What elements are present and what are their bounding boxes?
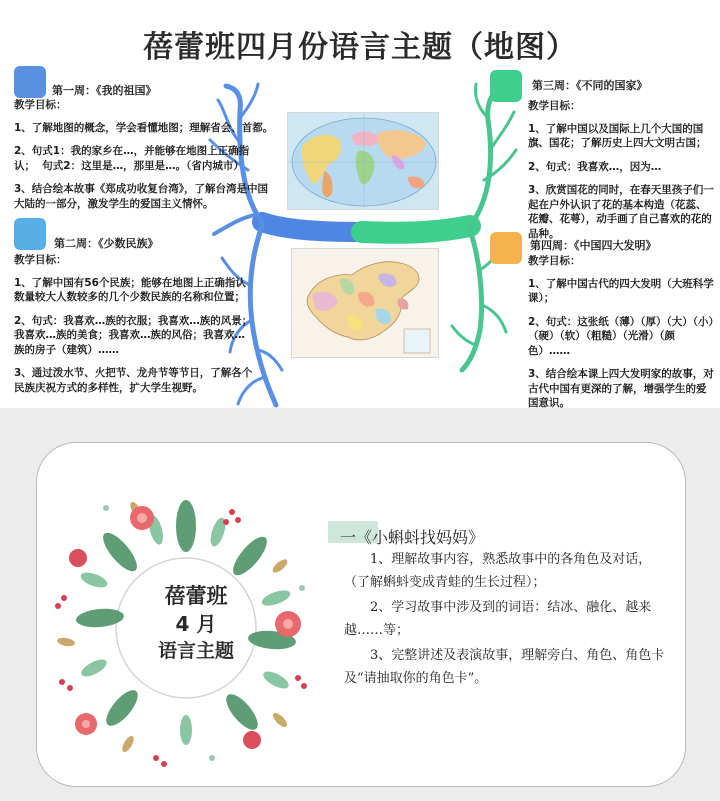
week1-heading: 第一周：《我的祖国》 [52,84,157,97]
week2-item: 1、了解中国有56个民族；能够在地图上正确指认数量较大人数较多的几个少数民族的名称和位置； [14,276,246,303]
week4-objective-label: 教学目标： [528,255,581,267]
story-objectives [344,548,670,692]
week4-marker [490,232,522,264]
china-map-image [291,248,439,358]
week3-marker [490,70,522,102]
week3-item: 2、句式：我喜欢…，因为… [528,160,662,173]
world-map-image [287,112,439,210]
week1-objectives [14,98,278,220]
week1-item: 2、句式1：我的家乡在…，并能够在地图上正确指认； 句式2：这里是…，那里是…。（省内城市） [14,145,250,172]
week3-item: 1、了解中国以及国际上几个大国的国旗、国花；了解历史上四大文明古国； [528,122,707,149]
story-item: 3、完整讲述及表演故事，理解旁白、角色、角色卡及“请抽取你的角色卡”。 [344,648,665,686]
story-item: 2、学习故事中涉及到的词语：结冰、融化、越来越……等； [344,600,652,638]
week1-item: 3、结合绘本故事《郑成功收复台湾》，了解台湾是中国大陆的一部分，激发学生的爱国主义情怀。 [14,183,269,210]
wreath-line-2: 4 月 [175,612,217,636]
week2-marker [14,218,46,250]
story-title: 一《小蝌蚪找妈妈》 [340,528,485,547]
week2-item: 2、句式：我喜欢…族的衣服；我喜欢…族的风景；我喜欢…族的美食；我喜欢…族的风俗；我喜欢…族的房子（建筑）…… [14,314,253,356]
week4-item: 3、结合绘本课上四大发明家的故事，对古代中国有更深的了解，增强学生的爱国意识。 [528,368,714,408]
week2-objective-label: 教学目标： [14,254,67,266]
week3-item: 3、欣赏国花的同时，在春天里孩子们一起在户外认识了花的基本构造（花蕊、花瓣、花萼），动手画了自己喜欢的花的品种。 [528,184,714,240]
week4-objectives [528,254,714,408]
week3-objective-label: 教学目标： [528,100,581,112]
week3-heading: 第三周：《不同的国家》 [532,79,648,92]
week2-objectives [14,253,254,404]
story-item: 1、理解故事内容，熟悉故事中的各角色及对话，（了解蝌蚪变成青蛙的生长过程）； [344,552,652,590]
week1-objective-label: 教学目标： [14,99,67,111]
page-title: 蓓蕾班四月份语言主题（地图） [143,30,577,65]
week1-marker [14,66,46,98]
wreath-line-1: 蓓蕾班 [164,584,228,608]
week4-item: 2、句式：这张纸（薄）（厚）（大）（小）（硬）（软）（粗糙）（光滑）（颜色）…… [528,315,714,357]
week3-objectives [528,99,714,250]
story-slide [0,412,720,801]
week4-item: 1、了解中国古代的四大发明（大班科学课）； [528,277,714,304]
week2-heading: 第二周：《少数民族》 [54,237,159,250]
week2-item: 3、通过泼水节、火把节、龙舟节等节日，了解各个民族庆祝方式的多样性，扩大学生视野。 [14,367,253,394]
week1-item: 1、了解地图的概念，学会看懂地图；理解省会、首都。 [14,121,274,134]
wreath-line-3: 语言主题 [157,640,234,662]
week4-heading: 第四周：《中国四大发明》 [530,239,657,252]
